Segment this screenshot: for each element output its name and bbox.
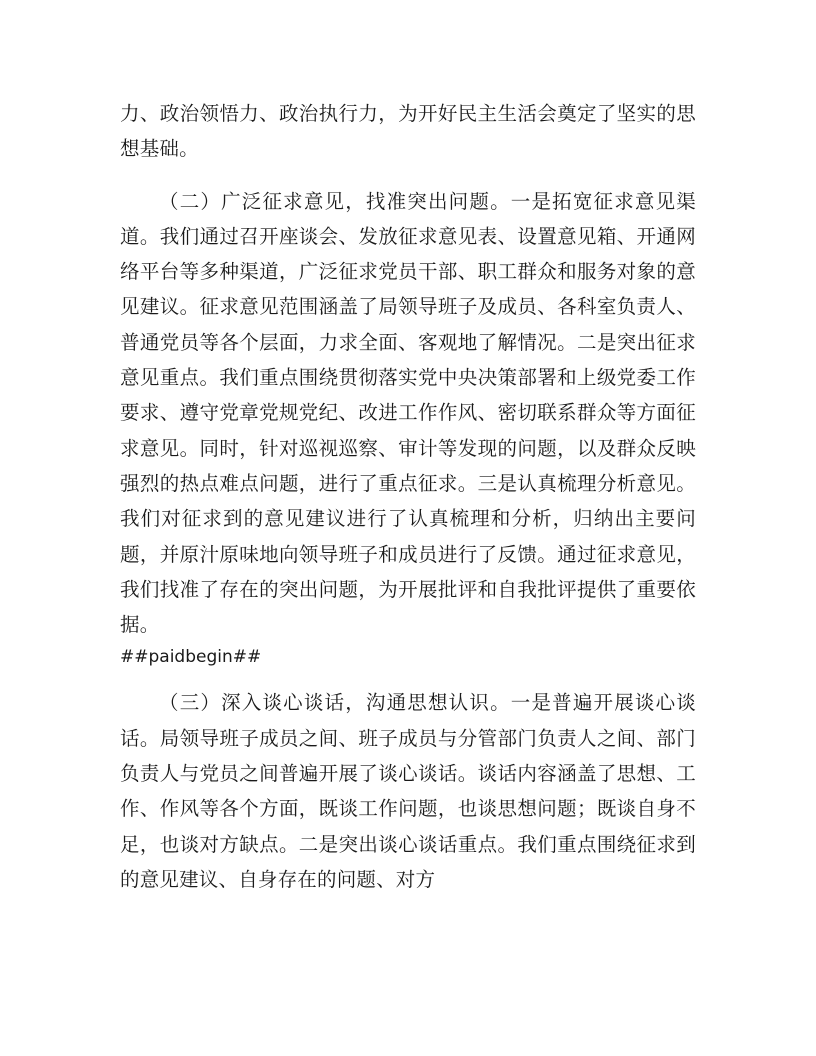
- paragraph-section-2: （二）广泛征求意见，找准突出问题。一是拓宽征求意见渠道。我们通过召开座谈会、发放征求意见表、设置意见箱、开通网络平台等多种渠道，广泛征求党员干部、职工群众和服务对象的意见建议。征求意见范围涵盖了局领导班子及成员、各科室负责人、普通党员等各个层面，力求全面、客观地了解情况。二是突出征求意见重点。我们重点围绕贯彻落实党中央决策部署和上级党委工作要求、遵守党章党规党纪、改进工作作风、密切联系群众等方面征求意见。同时，针对巡视巡察、审计等发现的问题，以及群众反映强烈的热点难点问题，进行了重点征求。三是认真梳理分析意见。我们对征求到的意见建议进行了认真梳理和分析，归纳出主要问题，并原汁原味地向领导班子和成员进行了反馈。通过征求意见，我们找准了存在的突出问题，为开展批评和自我批评提供了重要依据。: [120, 189, 696, 637]
- paid-begin-marker: ##paidbegin##: [120, 647, 262, 668]
- document-page: [120, 96, 696, 897]
- paragraph-section-3: （三）深入谈心谈话，沟通思想认识。一是普遍开展谈心谈话。局领导班子成员之间、班子成员与分管部门负责人之间、部门负责人与党员之间普遍开展了谈心谈话。谈话内容涵盖了思想、工作、作风等各个方面，既谈工作问题，也谈思想问题；既谈自身不足，也谈对方缺点。二是突出谈心谈话重点。我们重点围绕征求到的意见建议、自身存在的问题、对方: [120, 691, 696, 891]
- paragraph-continuation: 力、政治领悟力、政治执行力，为开好民主生活会奠定了坚实的思想基础。: [120, 102, 696, 161]
